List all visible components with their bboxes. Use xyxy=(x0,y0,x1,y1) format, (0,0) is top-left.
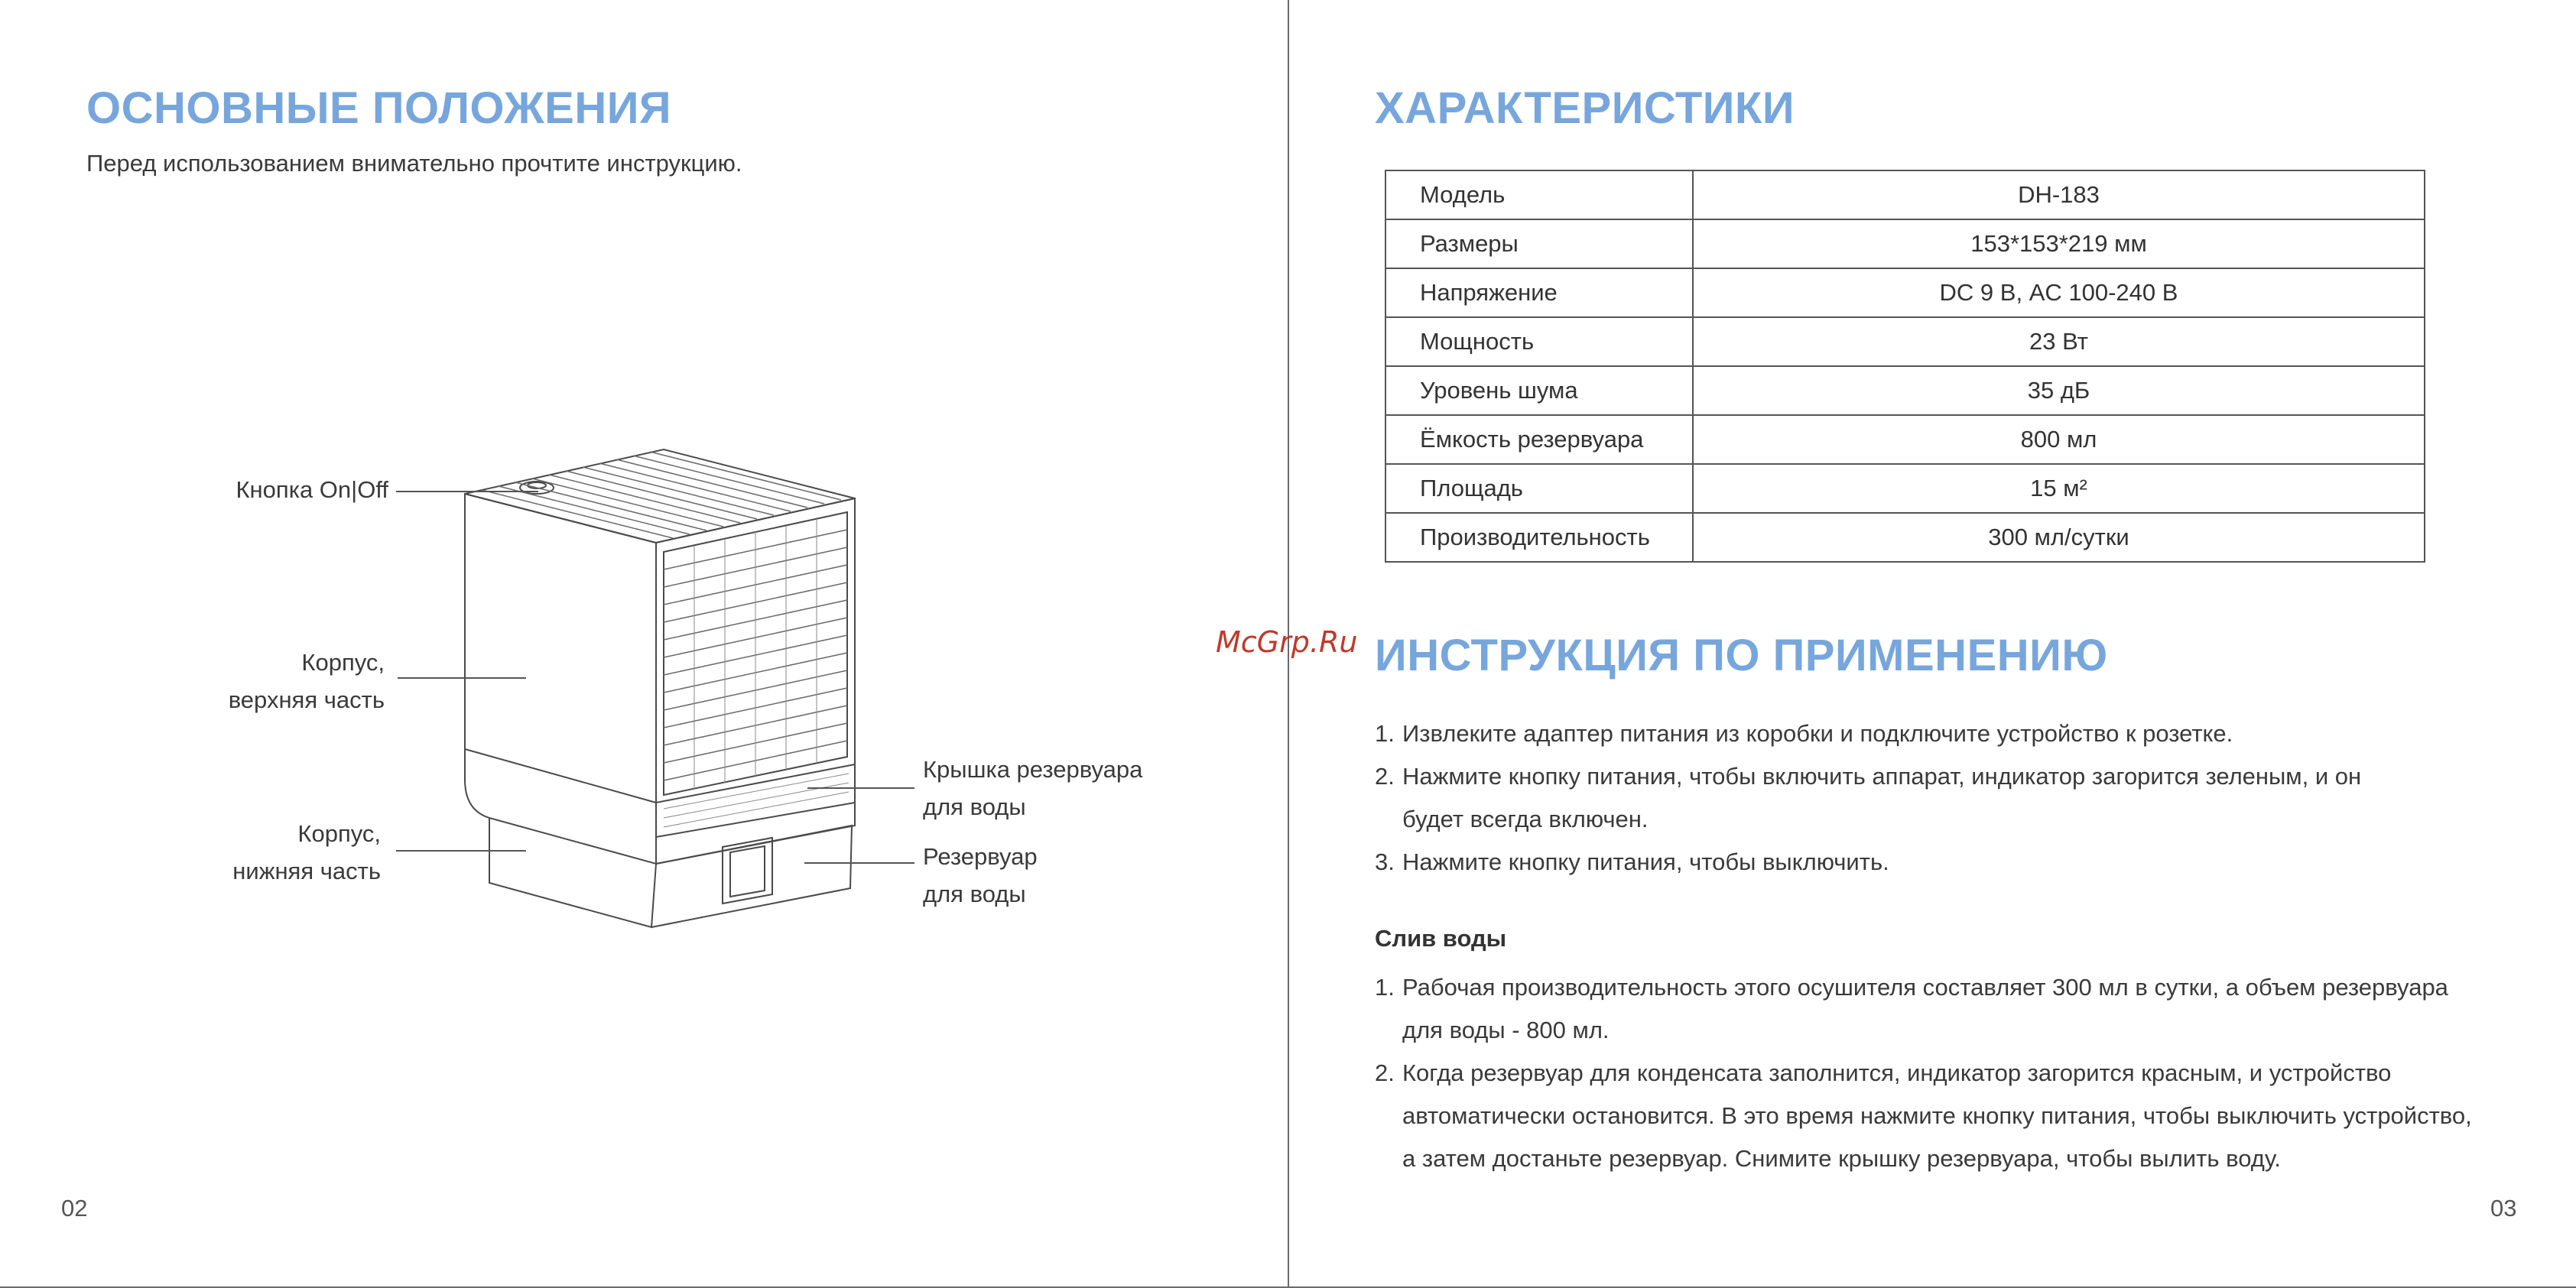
list-item: 2. Нажмите кнопку питания, чтобы включить аппарат, индикатор загорится зеленым, и он будет всегда включен. xyxy=(1375,763,2362,832)
watermark-text: McGrp.Ru xyxy=(1216,625,1358,659)
callout-upper-body: Корпус, верхняя часть xyxy=(228,649,385,713)
leader-upper-body xyxy=(398,677,526,679)
intro-text: Перед использованием внимательно прочтите инструкцию. xyxy=(86,150,742,177)
list-item: 3. Нажмите кнопку питания, чтобы выключить. xyxy=(1375,848,1889,875)
right-page xyxy=(1289,0,2576,1288)
device-top-face xyxy=(465,449,855,543)
callout-tank-lid: Крышка резервуара для воды xyxy=(923,756,1143,820)
callout-lower-body: Корпус, нижняя часть xyxy=(232,820,381,884)
page-title-general: ОСНОВНЫЕ ПОЛОЖЕНИЯ xyxy=(86,83,672,133)
dehumidifier-illustration xyxy=(451,443,879,933)
callout-tank: Резервуар для воды xyxy=(923,843,1038,907)
table-row: Уровень шума 35 дБ xyxy=(1385,366,2425,415)
table-row: Мощность 23 Вт xyxy=(1385,317,2425,366)
page-title-specs: ХАРАКТЕРИСТИКИ xyxy=(1375,83,1795,133)
table-row: Размеры 153*153*219 мм xyxy=(1385,219,2425,268)
list-item: 1. Рабочая производительность этого осушителя составляет 300 мл в сутки, а объем резервуара для воды - 800 мл. xyxy=(1375,974,2448,1043)
table-row: Напряжение DC 9 В, AC 100-240 В xyxy=(1385,268,2425,317)
table-row: Ёмкость резервуара 800 мл xyxy=(1385,415,2425,464)
leader-tank xyxy=(804,862,914,864)
leader-lower-body xyxy=(396,850,526,852)
page-title-usage: ИНСТРУКЦИЯ ПО ПРИМЕНЕНИЮ xyxy=(1375,631,2108,680)
table-row: Площадь 15 м² xyxy=(1385,464,2425,513)
page-number-left: 02 xyxy=(61,1195,88,1221)
usage-steps xyxy=(1375,712,2552,884)
specs-table xyxy=(1385,170,2425,563)
list-item: 1. Извлеките адаптер питания из коробки и подключите устройство к розетке. xyxy=(1375,720,2233,747)
device-left-face xyxy=(465,494,656,864)
page-number-right: 03 xyxy=(2490,1195,2517,1221)
table-row: Производительность 300 мл/сутки xyxy=(1385,513,2425,562)
leader-power-button xyxy=(396,491,538,492)
callout-power-button: Кнопка On|Off xyxy=(236,476,388,503)
leader-tank-lid xyxy=(807,787,914,789)
list-item: 2. Когда резервуар для конденсата заполнится, индикатор загорится красным, и устройство автоматически остановится. В это время нажмите кнопку питания, чтобы выключить устройство, а затем достаньте резервуар. Снимите крышку резервуара, чтобы вылить воду. xyxy=(1375,1059,2472,1172)
drain-subheading: Слив воды xyxy=(1375,925,1507,952)
table-row: Модель DH-183 xyxy=(1385,170,2425,219)
drain-steps xyxy=(1375,966,2568,1180)
